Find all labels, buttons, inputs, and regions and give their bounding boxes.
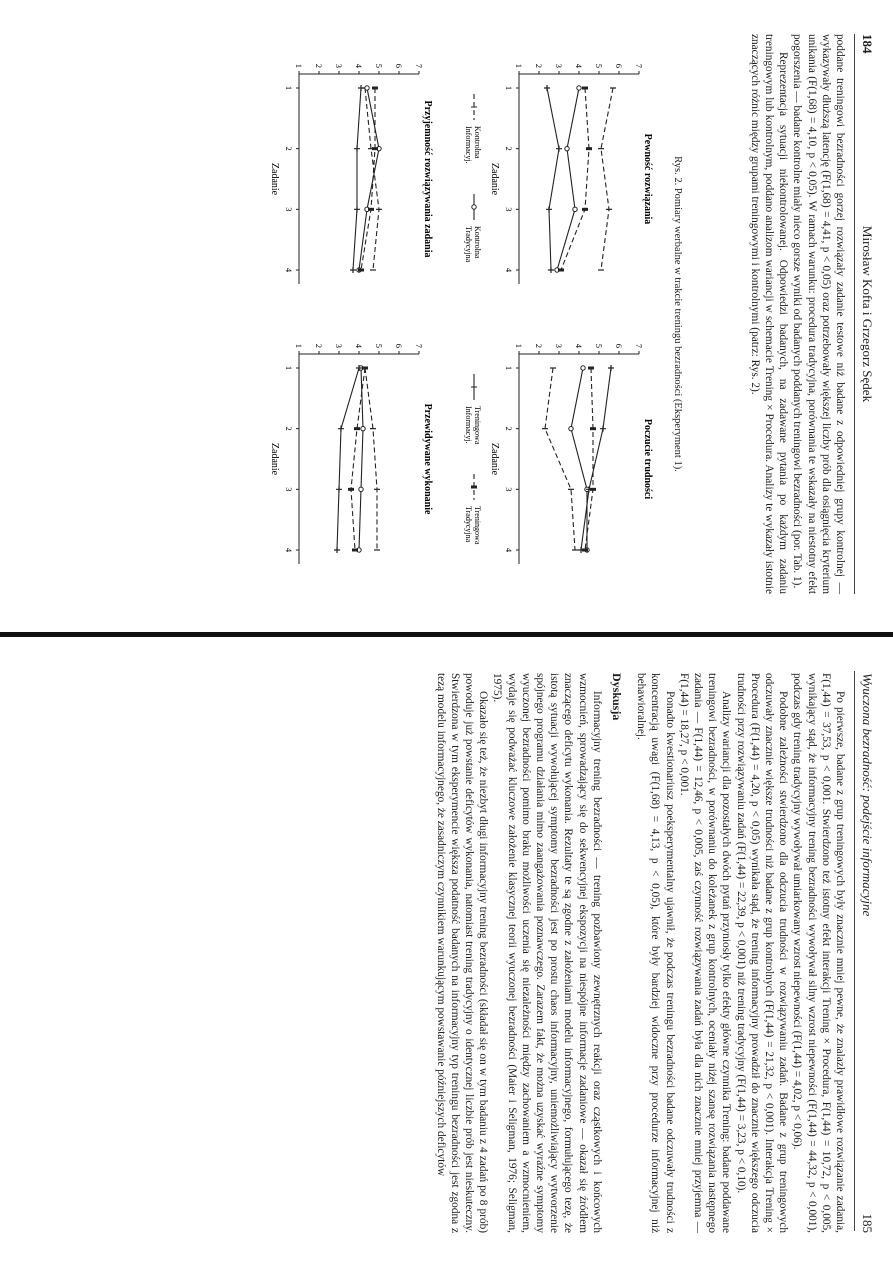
data-point xyxy=(350,267,356,273)
data-point xyxy=(334,547,340,553)
data-point xyxy=(338,426,344,432)
page-185 xyxy=(0,632,893,1263)
legend-marker xyxy=(472,205,476,209)
body-text-left xyxy=(748,34,847,594)
legend-label: Kontrolna xyxy=(473,126,482,159)
x-tick-label: 4 xyxy=(284,267,294,273)
y-tick-label: 3 xyxy=(554,343,564,348)
series-line xyxy=(351,368,365,550)
y-tick-label: 7 xyxy=(414,63,424,68)
y-tick-label: 2 xyxy=(314,63,324,68)
legend-label: Informacyj. xyxy=(464,126,473,164)
data-point xyxy=(358,85,364,91)
y-tick-label: 3 xyxy=(554,63,564,68)
x-tick-label: 2 xyxy=(284,426,294,431)
x-axis-label: Zadanie xyxy=(269,442,280,476)
y-tick-label: 1 xyxy=(294,63,304,68)
x-tick-label: 2 xyxy=(504,426,514,431)
data-point xyxy=(352,549,358,552)
legend-label: Treningowa xyxy=(473,406,482,445)
y-tick-label: 3 xyxy=(334,343,344,348)
data-point xyxy=(573,207,577,211)
body-text-right xyxy=(433,673,847,1233)
data-point xyxy=(359,487,363,491)
running-head-title: Mirosław Kofta i Grzegorz Sędek xyxy=(860,225,875,403)
chart-panel xyxy=(489,64,653,284)
y-tick-label: 1 xyxy=(514,343,524,348)
x-tick-label: 1 xyxy=(504,365,514,371)
y-tick-label: 1 xyxy=(514,63,524,68)
x-tick-label: 2 xyxy=(284,146,294,151)
data-point xyxy=(358,269,364,272)
data-point xyxy=(372,87,378,90)
chart-panel xyxy=(489,344,653,564)
x-axis-label: Zadanie xyxy=(269,162,280,196)
page-number: 184 xyxy=(860,34,875,54)
x-tick-label: 1 xyxy=(504,85,514,91)
chart-title: Pewność rozwiązania xyxy=(642,133,653,225)
paragraph: poddane treningowi bezradności gorzej rozwiązały zadanie testowe niż badane z odpowiedniej grupy kontrolnej — wykazywały dłuższą latencję (F(1,68) = 4,41, p < 0,05) oraz potrzebowały większej liczby prób dla osiągnięcia kryterium unikania (F(1,68) = 4,10, p < 0,05). W ramach warunku: procedura tradycyjna, porównania te wskazały na niestotny efekt pogorszenia — badane kontrolne miały nieco gorsze wyniki od badanych poddanych treningowi bezradności (por. Tab. 1). xyxy=(791,34,846,594)
x-tick-label: 4 xyxy=(504,267,514,273)
data-point xyxy=(565,146,569,150)
y-tick-label: 7 xyxy=(634,63,644,68)
paragraph: Reprezentacja sytuacji niekontrolowanej. Odpowiedzi badanych, na zadawane pytania po każdym zadaniu treningowym lub kontrolnym, poddano analizom wariancji w schemacie Trening × Procedura. Analizy te wykazały istotnie znaczących różnic między grupami treningowymi i kontrolnymi (patrz: Rys. 2). xyxy=(748,34,790,594)
series-line xyxy=(585,368,593,550)
header-rule xyxy=(854,34,855,594)
data-point xyxy=(348,488,354,491)
data-point xyxy=(577,86,581,90)
data-point xyxy=(600,426,606,432)
y-tick-label: 4 xyxy=(354,343,364,348)
x-tick-label: 4 xyxy=(284,547,294,553)
data-point xyxy=(590,488,596,491)
y-tick-label: 3 xyxy=(334,63,344,68)
data-point xyxy=(354,146,360,152)
chart-legend xyxy=(464,94,482,263)
chart-panel xyxy=(269,64,433,284)
chart-title: Przyjemność rozwiązywania zadania xyxy=(422,100,433,258)
data-point xyxy=(548,267,554,273)
series-line xyxy=(353,88,361,270)
data-point xyxy=(582,208,588,211)
series-line xyxy=(601,88,613,270)
data-point xyxy=(544,85,550,91)
y-tick-label: 2 xyxy=(314,343,324,348)
data-point xyxy=(582,87,588,90)
y-tick-label: 5 xyxy=(594,63,604,68)
data-point xyxy=(546,206,552,212)
y-tick-label: 4 xyxy=(574,343,584,348)
chart-legend xyxy=(464,374,482,545)
header-rule xyxy=(854,671,855,1231)
legend-marker xyxy=(471,384,477,390)
legend-label: Tradycyjna xyxy=(464,506,473,543)
series-line xyxy=(337,368,359,550)
legend-label: Treningowa xyxy=(473,506,482,545)
chart-title: Poczucie trudności xyxy=(642,418,653,500)
x-tick-label: 1 xyxy=(284,85,294,91)
y-tick-label: 6 xyxy=(394,63,404,68)
y-tick-label: 7 xyxy=(634,343,644,348)
y-tick-label: 2 xyxy=(534,343,544,348)
paragraph: Ponadto kwestionariusz poeksperymentalny ujawnił, że podczas treningu bezradności badane odczuwały trudności z koncentracją uwagi (F(1,68) = 4,13, p < 0,05), które były bardziej widoczne przy procedurze informacyjnej niż behawioralnej. xyxy=(635,673,676,1233)
paragraph: Okazało się też, że niezbyt długi informacyjny trening bezradności (składał się on w tym badaniu z 4 zadań po 8 prób) powoduje już powstanie deficytów wykonania, natomiast trening tradycyjny o identycznej liczbie prób jest nieskuteczny. Stwierdzona w tym eksperymencie większa podatność badanych na informacyjny typ treningu bezradności jest zgodna z tezą modelu informacyjnego, że zasadniczym czynnikiem warunkującym powstawanie późniejszych deficytów xyxy=(434,673,490,1233)
x-tick-label: 3 xyxy=(504,207,514,212)
figure-caption: Rys. 2. Pomiary werbalne w trakcie treningu bezradności (Eksperyment 1). xyxy=(672,156,683,472)
data-point xyxy=(581,366,585,370)
y-tick-label: 6 xyxy=(614,343,624,348)
page-184 xyxy=(0,0,893,631)
section-heading: Dyskusja xyxy=(609,673,624,721)
data-point xyxy=(586,147,592,150)
paragraph: Po pierwsze, badane z grup treningowych były znacznie mniej pewne, że znalazły prawidłowe rozwiązanie zadania, F(1,44) = 37,53, p < 0,001. Stwierdzono też istotny efekt interakcji Trening × Procedura, F(1,44) = 10,72, p < 0,005, wynikający stąd, że informacyjny trening bezradności wywoływał silny wzrost niepewności (F(1,44) = 44,32, p < 0,001), podczas gdy trening tradycyjny wywoływał umiarkowany wzrost niepewności (F(1,44) = 4,02, p < 0,06). xyxy=(791,673,846,1233)
legend-label: Informacyj. xyxy=(464,406,473,444)
y-tick-label: 6 xyxy=(394,343,404,348)
running-head-title: Wyuczona bezradność: podejście informacyjne xyxy=(860,673,875,917)
data-point xyxy=(336,486,342,492)
x-tick-label: 3 xyxy=(284,487,294,492)
legend-label: Kontrolna xyxy=(473,226,482,259)
x-axis-label: Zadanie xyxy=(489,162,500,196)
y-tick-label: 2 xyxy=(534,63,544,68)
legend-marker xyxy=(471,486,477,489)
y-tick-label: 1 xyxy=(294,343,304,348)
data-point xyxy=(556,146,562,152)
y-tick-label: 7 xyxy=(414,343,424,348)
data-point xyxy=(558,269,564,272)
series-line xyxy=(365,368,377,550)
y-tick-label: 4 xyxy=(574,63,584,68)
figure-verbal-measures xyxy=(239,34,659,594)
series-line xyxy=(581,368,611,550)
x-tick-label: 1 xyxy=(284,365,294,371)
series-line xyxy=(547,88,559,270)
y-tick-label: 5 xyxy=(374,343,384,348)
x-tick-label: 3 xyxy=(504,487,514,492)
data-point xyxy=(569,426,573,430)
x-tick-label: 4 xyxy=(504,547,514,553)
x-tick-label: 2 xyxy=(504,146,514,151)
data-point xyxy=(588,367,594,370)
data-point xyxy=(354,427,360,430)
paragraph: Podobne zależności stwierdzono dla odczucia trudności w rozwiązywaniu zadań. Badane z grup treningowych odczuwały znacznie większe trudności niż badane z grup kontrolnych (F(1,44) = 21,32, p < 0,001). Interakcja Trening × Procedura (F(1,44) = 4,20, p < 0,05) wynikała stąd, że trening informacyjny prowadził do znacznie większego odczucia trudności przy rozwiązywaniu zadań (F(1,44) = 22,39, p < 0,001) niż trening tradycyjny (F(1,44) = 3,23, p < 0,10). xyxy=(734,673,790,1233)
data-point xyxy=(582,549,588,552)
data-point xyxy=(362,367,368,370)
data-point xyxy=(365,86,369,90)
data-point xyxy=(372,147,378,150)
data-point xyxy=(590,427,596,430)
series-line xyxy=(545,368,575,550)
x-tick-label: 3 xyxy=(284,207,294,212)
data-point xyxy=(608,365,614,371)
series-line xyxy=(557,88,579,270)
y-tick-label: 5 xyxy=(374,63,384,68)
legend-label: Tradycyjna xyxy=(464,226,473,263)
y-tick-label: 6 xyxy=(614,63,624,68)
data-point xyxy=(368,208,374,211)
x-axis-label: Zadanie xyxy=(489,442,500,476)
paragraph: Informacyjny trening bezradności — trening pozbawiony zewnętrznych reakcji oraz cząstkowych i końcowych wzmocnień, sprowadzający się do sekwencyjnej ekspozycji na niespójne informacje zadaniowe — okazał się źródłem znaczącego deficytu wykonania. Rezultaty te są zgodne z założeniami modelu informacyjnego, formułującego tezę, że istotą sytuacji wywołującej symptomy bezradności jest po prostu chaos informacyjny, uniemożliwiający wytworzenie spójnego programu działania mimo zaangażowania poznawczego. Zarazem fakt, że można uzyskać wyraźne symptomy wyuczonej bezradności pomimo braku możliwości uczenia się niezależności między zachowaniem a wzmocnieniem, wydaje się podważać kluczowe założenie klasycznej teorii wyuczonej bezradności (Maier i Seligman, 1976; Seligman, 1975). xyxy=(491,673,603,1233)
data-point xyxy=(354,206,360,212)
chart-title: Przewidywane wykonanie xyxy=(422,403,433,515)
chart-panel xyxy=(269,344,433,564)
y-tick-label: 4 xyxy=(354,63,364,68)
page-number: 185 xyxy=(860,1213,875,1233)
y-tick-label: 5 xyxy=(594,343,604,348)
data-point xyxy=(361,426,365,430)
paragraph: Analizy wariancji dla pozostałych dwóch pytań przyniosły tylko efekty główne czynnika Trening: badane poddawane treningowi bezradności, w porównaniu do koleżanek z grup kontrolnych, oceniały niżej szansę rozwiązania następnego zadania — F(1,44) = 12,46, p < 0,005, zaś czynność rozwiązywania zadań była dla nich znacznie mniej przyjemna — F(1,44) = 18,27, p < 0,001. xyxy=(677,673,733,1233)
